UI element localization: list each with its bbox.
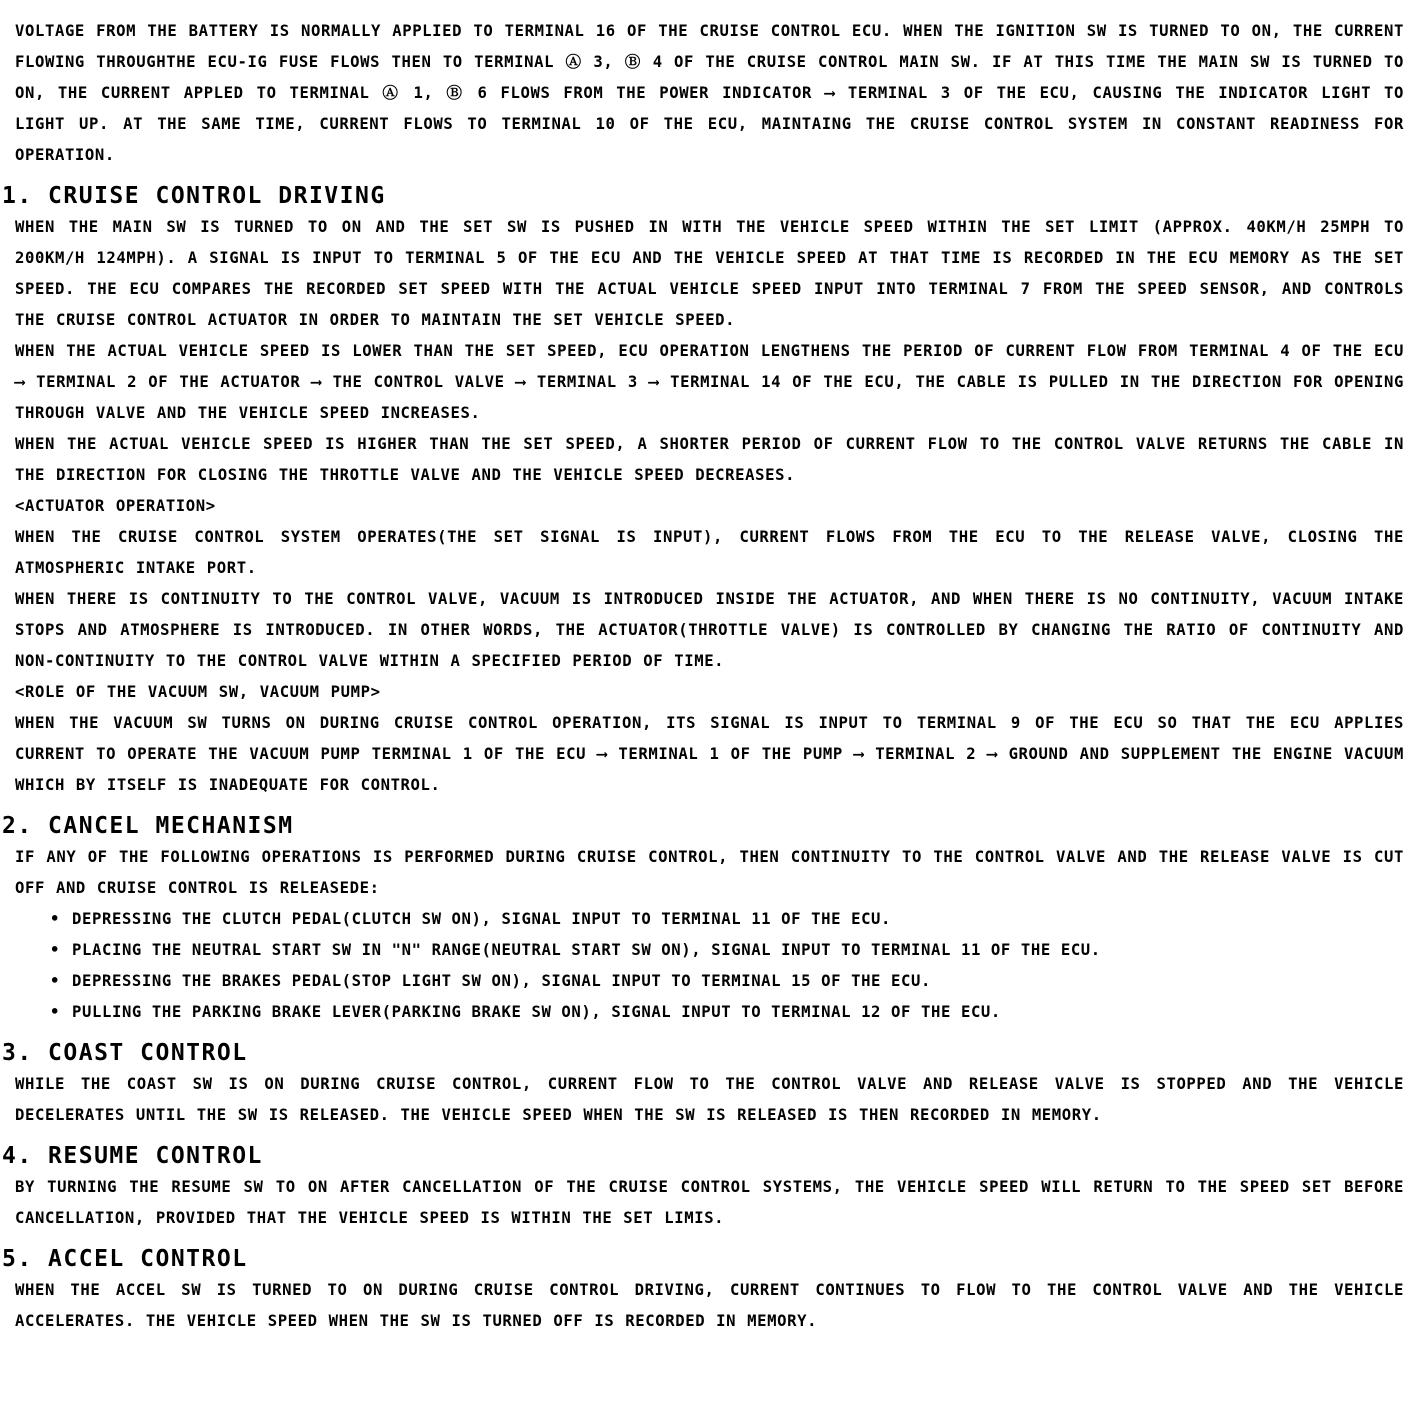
section-title-coast-control: 3. COAST CONTROL	[2, 1040, 248, 1066]
cruise-driving-paragraph-higher-speed: WHEN THE ACTUAL VEHICLE SPEED IS HIGHER THAN THE SET SPEED, A SHORTER PERIOD OF CURRENT FLOW TO THE CONTROL VALVE RETURNS THE CABLE IN THE DIRECTION FOR CLOSING THE THROTTLE VALVE AND THE VEHICLE SPEED DECREASES.	[15, 435, 1404, 484]
list-item-neutral-start	[50, 935, 1408, 966]
intro-paragraph: VOLTAGE FROM THE BATTERY IS NORMALLY APPLIED TO TERMINAL 16 OF THE CRUISE CONTROL ECU. WHEN THE IGNITION SW IS TURNED TO ON, THE CURRENT FLOWING THROUGHTHE ECU-IG FUSE FLOWS THEN TO TERMINAL Ⓐ 3, Ⓑ 4 OF THE CRUISE CONTROL MAIN SW. IF AT THIS TIME THE MAIN SW IS TURNED TO ON, THE CURRENT APPLED TO TERMINAL Ⓐ 1, Ⓑ 6 FLOWS FROM THE POWER INDICATOR ⟶ TERMINAL 3 OF THE ECU, CAUSING THE INDICATOR LIGHT TO LIGHT UP. AT THE SAME TIME, CURRENT FLOWS TO TERMINAL 10 OF THE ECU, MAINTAING THE CRUISE CONTROL SYSTEM IN CONSTANT READINESS FOR OPERATION.	[15, 22, 1404, 164]
section-title-accel-control: 5. ACCEL CONTROL	[2, 1246, 248, 1272]
coast-paragraph: WHILE THE COAST SW IS ON DURING CRUISE CONTROL, CURRENT FLOW TO THE CONTROL VALVE AND RELEASE VALVE IS STOPPED AND THE VEHICLE DECELERATES UNTIL THE SW IS RELEASED. THE VEHICLE SPEED WHEN THE SW IS RELEASED IS THEN RECORDED IN MEMORY.	[15, 1075, 1404, 1124]
list-item-text: PULLING THE PARKING BRAKE LEVER(PARKING BRAKE SW ON), SIGNAL INPUT TO TERMINAL 12 OF THE ECU.	[72, 1003, 1001, 1021]
accel-paragraph: WHEN THE ACCEL SW IS TURNED TO ON DURING CRUISE CONTROL DRIVING, CURRENT CONTINUES TO FLOW TO THE CONTROL VALVE AND THE VEHICLE ACCELERATES. THE VEHICLE SPEED WHEN THE SW IS TURNED OFF IS RECORDED IN MEMORY.	[15, 1281, 1404, 1330]
actuator-paragraph-release-valve: WHEN THE CRUISE CONTROL SYSTEM OPERATES(THE SET SIGNAL IS INPUT), CURRENT FLOWS FROM THE ECU TO THE RELEASE VALVE, CLOSING THE ATMOSPHERIC INTAKE PORT.	[15, 528, 1404, 577]
cruise-driving-paragraph-lower-speed: WHEN THE ACTUAL VEHICLE SPEED IS LOWER THAN THE SET SPEED, ECU OPERATION LENGTHENS THE PERIOD OF CURRENT FLOW FROM TERMINAL 4 OF THE ECU ⟶ TERMINAL 2 OF THE ACTUATOR ⟶ THE CONTROL VALVE ⟶ TERMINAL 3 ⟶ TERMINAL 14 OF THE ECU, THE CABLE IS PULLED IN THE DIRECTION FOR OPENING THROUGH VALVE AND THE VEHICLE SPEED INCREASES.	[15, 342, 1404, 422]
actuator-paragraph-continuity: WHEN THERE IS CONTINUITY TO THE CONTROL VALVE, VACUUM IS INTRODUCED INSIDE THE ACTUATOR, AND WHEN THERE IS NO CONTINUITY, VACUUM INTAKE STOPS AND ATMOSPHERE IS INTRODUCED. IN OTHER WORDS, THE ACTUATOR(THROTTLE VALVE) IS CONTROLLED BY CHANGING THE RATIO OF CONTINUITY AND NON-CONTINUITY TO THE CONTROL VALVE WITHIN A SPECIFIED PERIOD OF TIME.	[15, 590, 1404, 670]
actuator-operation-heading: <ACTUATOR OPERATION>	[15, 497, 216, 515]
list-item-text: DEPRESSING THE BRAKES PEDAL(STOP LIGHT SW ON), SIGNAL INPUT TO TERMINAL 15 OF THE ECU.	[72, 972, 931, 990]
cruise-driving-paragraph-set-speed: WHEN THE MAIN SW IS TURNED TO ON AND THE SET SW IS PUSHED IN WITH THE VEHICLE SPEED WITHIN THE SET LIMIT (APPROX. 40KM/H 25MPH TO 200KM/H 124MPH). A SIGNAL IS INPUT TO TERMINAL 5 OF THE ECU AND THE VEHICLE SPEED AT THAT TIME IS RECORDED IN THE ECU MEMORY AS THE SET SPEED. THE ECU COMPARES THE RECORDED SET SPEED WITH THE ACTUAL VEHICLE SPEED INPUT INTO TERMINAL 7 FROM THE SPEED SENSOR, AND CONTROLS THE CRUISE CONTROL ACTUATOR IN ORDER TO MAINTAIN THE SET VEHICLE SPEED.	[15, 218, 1404, 329]
section-title-resume-control: 4. RESUME CONTROL	[2, 1143, 263, 1169]
section-title-cancel-mechanism: 2. CANCEL MECHANISM	[2, 813, 294, 839]
cancel-paragraph: IF ANY OF THE FOLLOWING OPERATIONS IS PERFORMED DURING CRUISE CONTROL, THEN CONTINUITY TO THE CONTROL VALVE AND THE RELEASE VALVE IS CUT OFF AND CRUISE CONTROL IS RELEASEDE:	[15, 848, 1404, 897]
list-item-brake-pedal	[50, 966, 1408, 997]
cancel-conditions-list	[0, 904, 1408, 1028]
list-item-clutch-pedal	[50, 904, 1408, 935]
section-title-cruise-control-driving: 1. CRUISE CONTROL DRIVING	[2, 183, 386, 209]
list-item-text: DEPRESSING THE CLUTCH PEDAL(CLUTCH SW ON), SIGNAL INPUT TO TERMINAL 11 OF THE ECU.	[72, 910, 892, 928]
resume-paragraph: BY TURNING THE RESUME SW TO ON AFTER CANCELLATION OF THE CRUISE CONTROL SYSTEMS, THE VEHICLE SPEED WILL RETURN TO THE SPEED SET BEFORE CANCELLATION, PROVIDED THAT THE VEHICLE SPEED IS WITHIN THE SET LIMIS.	[15, 1178, 1404, 1227]
vacuum-role-heading: <ROLE OF THE VACUUM SW, VACUUM PUMP>	[15, 683, 381, 701]
list-item-parking-brake	[50, 997, 1408, 1028]
list-item-text: PLACING THE NEUTRAL START SW IN "N" RANGE(NEUTRAL START SW ON), SIGNAL INPUT TO TERMINAL 11 OF THE ECU.	[72, 941, 1101, 959]
vacuum-paragraph-pump: WHEN THE VACUUM SW TURNS ON DURING CRUISE CONTROL OPERATION, ITS SIGNAL IS INPUT TO TERMINAL 9 OF THE ECU SO THAT THE ECU APPLIES CURRENT TO OPERATE THE VACUUM PUMP TERMINAL 1 OF THE ECU ⟶ TERMINAL 1 OF THE PUMP ⟶ TERMINAL 2 ⟶ GROUND AND SUPPLEMENT THE ENGINE VACUUM WHICH BY ITSELF IS INADEQUATE FOR CONTROL.	[15, 714, 1404, 794]
